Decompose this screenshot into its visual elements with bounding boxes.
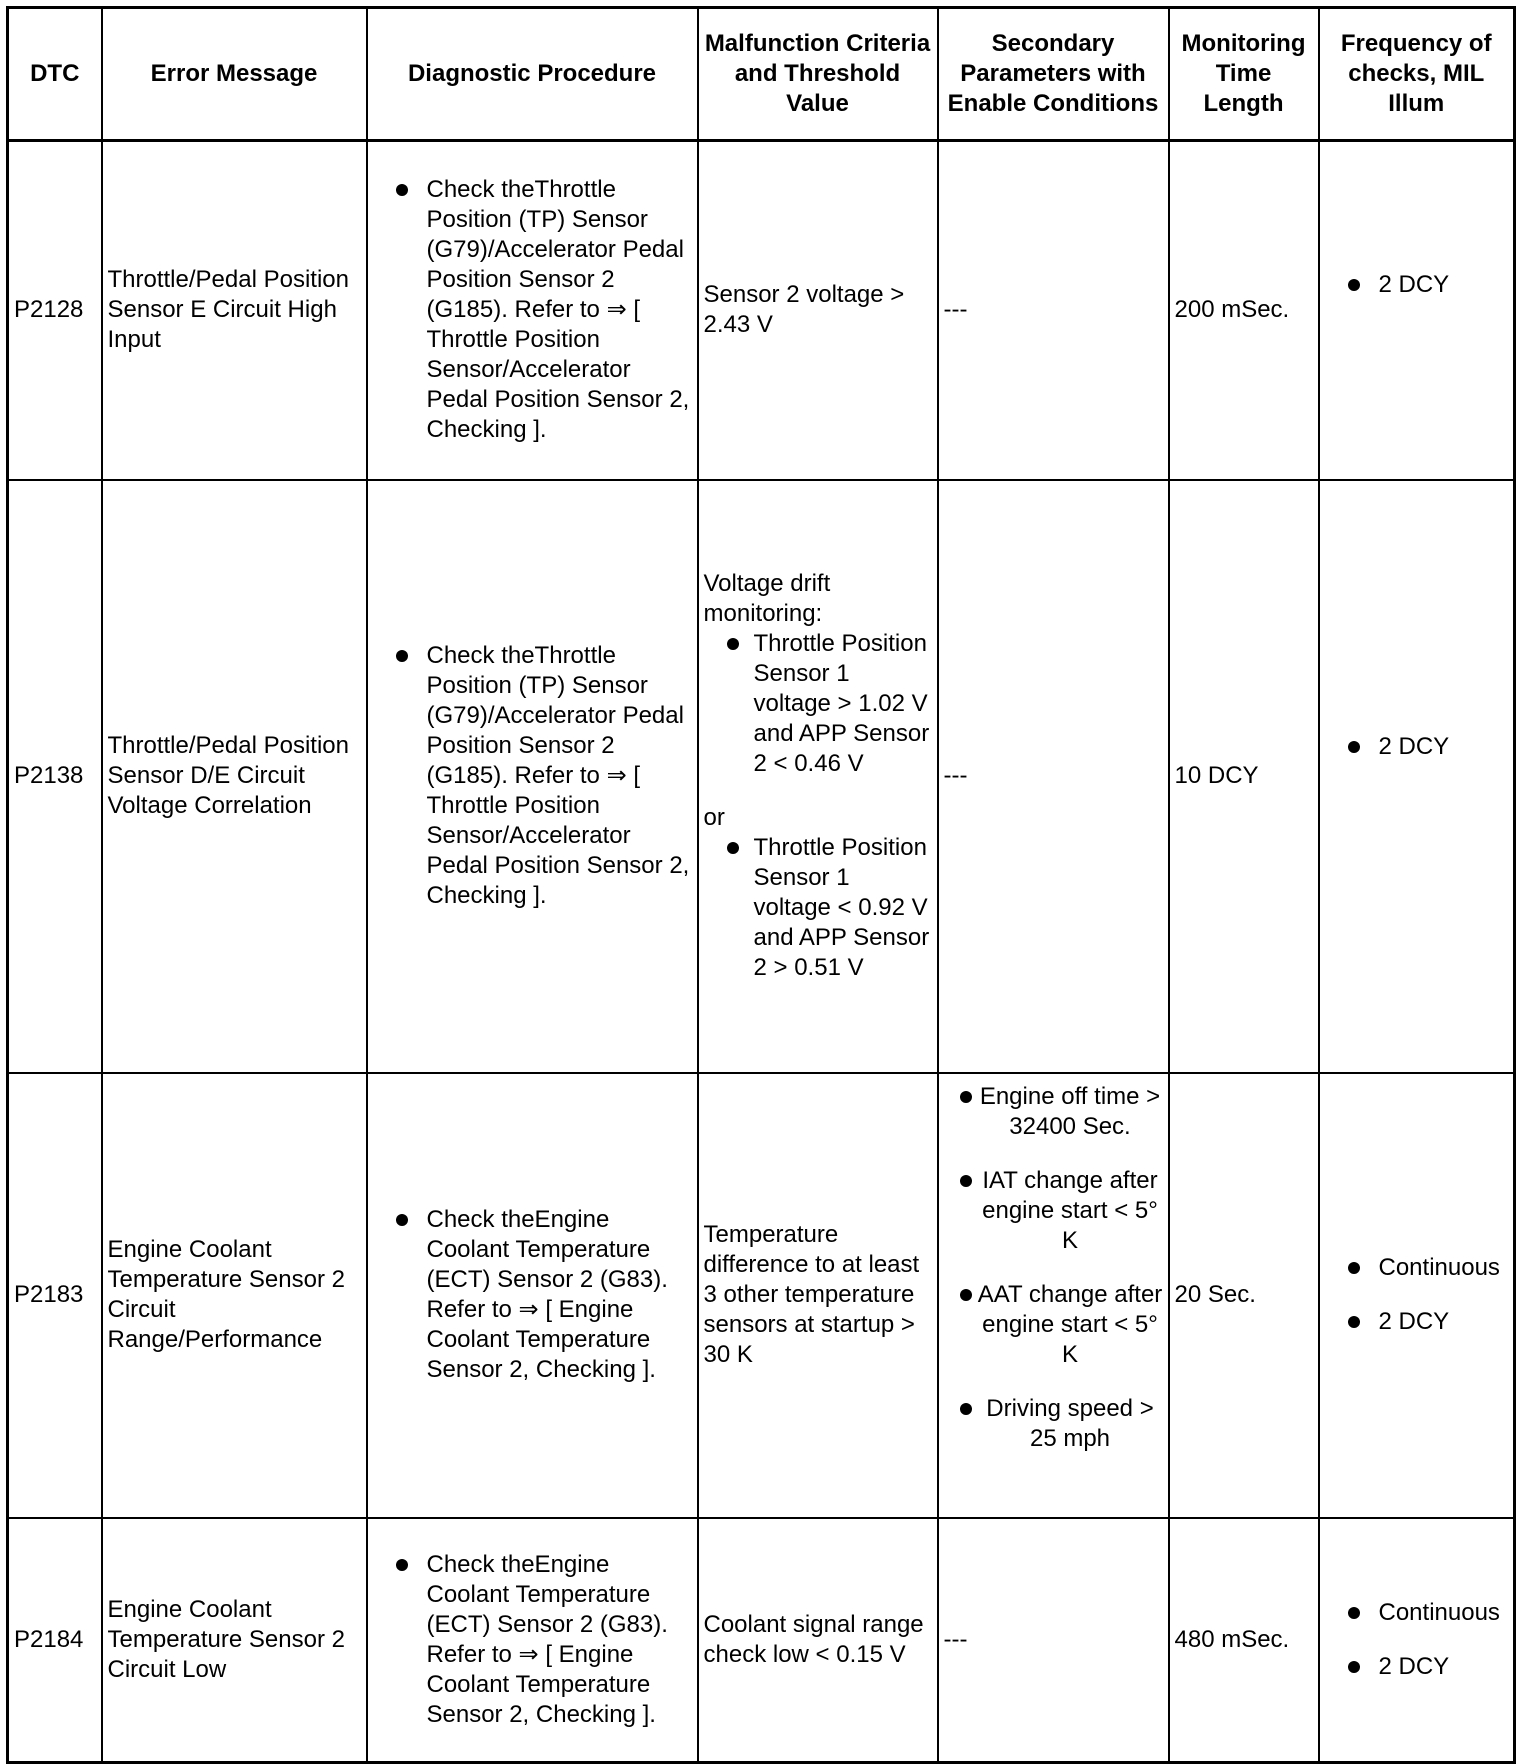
malfunction-criteria xyxy=(698,480,938,1073)
criteria-bullet: Throttle Position Sensor 1 voltage > 1.02 V and APP Sensor 2 < 0.46 V xyxy=(704,629,932,779)
malfunction-criteria: Sensor 2 voltage > 2.43 V xyxy=(698,141,938,480)
header-secondary-parameters: Secondary Parameters with Enable Conditions xyxy=(938,8,1169,141)
frequency xyxy=(1319,141,1515,480)
header-row xyxy=(8,8,1515,141)
secondary-parameters xyxy=(938,1073,1169,1518)
secondary-bullet: Engine off time > 32400 Sec. xyxy=(944,1082,1163,1142)
monitoring-time: 200 mSec. xyxy=(1169,141,1319,480)
diagnostic-procedure xyxy=(367,1518,698,1763)
frequency xyxy=(1319,480,1515,1073)
frequency-item: 2 DCY xyxy=(1325,732,1509,762)
dtc-code: P2183 xyxy=(8,1073,102,1518)
secondary-parameters: --- xyxy=(938,141,1169,480)
error-message: Engine Coolant Temperature Sensor 2 Circuit Low xyxy=(102,1518,367,1763)
error-message: Throttle/Pedal Position Sensor E Circuit High Input xyxy=(102,141,367,480)
secondary-bullet: IAT change after engine start < 5° K xyxy=(944,1166,1163,1256)
error-message: Throttle/Pedal Position Sensor D/E Circuit Voltage Correlation xyxy=(102,480,367,1073)
error-message: Engine Coolant Temperature Sensor 2 Circuit Range/Performance xyxy=(102,1073,367,1518)
secondary-bullet: Driving speed > 25 mph xyxy=(944,1394,1163,1454)
malfunction-criteria: Coolant signal range check low < 0.15 V xyxy=(698,1518,938,1763)
frequency-item: 2 DCY xyxy=(1325,1652,1509,1682)
table-row xyxy=(8,1073,1515,1518)
frequency-item: Continuous xyxy=(1325,1598,1509,1628)
table-row xyxy=(8,1518,1515,1763)
diagnostic-procedure xyxy=(367,141,698,480)
procedure-bullet: Check theThrottle Position (TP) Sensor (G79)/Accelerator Pedal Position Sensor 2 (G185). Refer to ⇒ [ Throttle Position Sensor/Accelerator Pedal Position Sensor 2, Checking ]. xyxy=(373,175,692,445)
header-frequency: Frequency of checks, MIL Illum xyxy=(1319,8,1515,141)
table-row xyxy=(8,480,1515,1073)
procedure-bullet: Check theEngine Coolant Temperature (ECT) Sensor 2 (G83). Refer to ⇒ [ Engine Coolant Temperature Sensor 2, Checking ]. xyxy=(373,1205,692,1385)
procedure-bullet: Check theThrottle Position (TP) Sensor (G79)/Accelerator Pedal Position Sensor 2 (G185). Refer to ⇒ [ Throttle Position Sensor/Accelerator Pedal Position Sensor 2, Checking ]. xyxy=(373,641,692,911)
secondary-bullet: AAT change after engine start < 5° K xyxy=(944,1280,1163,1370)
header-malfunction-criteria: Malfunction Criteria and Threshold Value xyxy=(698,8,938,141)
header-monitoring-time: Monitoring Time Length xyxy=(1169,8,1319,141)
secondary-parameters: --- xyxy=(938,480,1169,1073)
criteria-intro: Voltage drift monitoring: xyxy=(703,570,831,627)
frequency xyxy=(1319,1073,1515,1518)
monitoring-time: 480 mSec. xyxy=(1169,1518,1319,1763)
malfunction-criteria: Temperature difference to at least 3 other temperature sensors at startup > 30 K xyxy=(698,1073,938,1518)
frequency-item: Continuous xyxy=(1325,1253,1509,1283)
header-error-message: Error Message xyxy=(102,8,367,141)
monitoring-time: 10 DCY xyxy=(1169,480,1319,1073)
dtc-table xyxy=(6,6,1516,1764)
frequency xyxy=(1319,1518,1515,1763)
procedure-bullet: Check theEngine Coolant Temperature (ECT) Sensor 2 (G83). Refer to ⇒ [ Engine Coolant Temperature Sensor 2, Checking ]. xyxy=(373,1550,692,1730)
dtc-code: P2184 xyxy=(8,1518,102,1763)
monitoring-time: 20 Sec. xyxy=(1169,1073,1319,1518)
header-dtc: DTC xyxy=(8,8,102,141)
frequency-item: 2 DCY xyxy=(1325,1307,1509,1337)
frequency-item: 2 DCY xyxy=(1325,270,1509,300)
criteria-bullet: Throttle Position Sensor 1 voltage < 0.92 V and APP Sensor 2 > 0.51 V xyxy=(704,833,932,983)
dtc-code: P2138 xyxy=(8,480,102,1073)
table-row xyxy=(8,141,1515,480)
header-diagnostic-procedure: Diagnostic Procedure xyxy=(367,8,698,141)
dtc-code: P2128 xyxy=(8,141,102,480)
diagnostic-procedure xyxy=(367,480,698,1073)
secondary-parameters: --- xyxy=(938,1518,1169,1763)
criteria-or: or xyxy=(703,804,725,831)
diagnostic-procedure xyxy=(367,1073,698,1518)
